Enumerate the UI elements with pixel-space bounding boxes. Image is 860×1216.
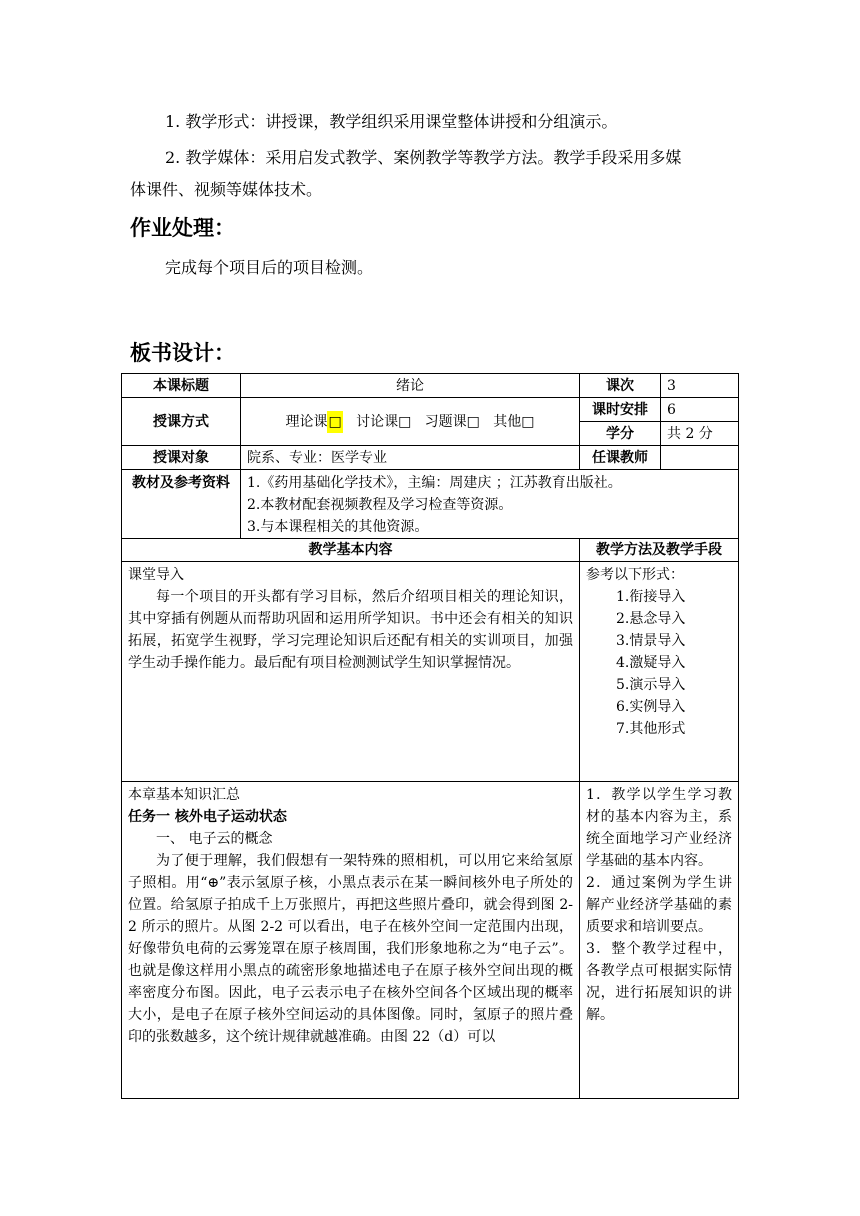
content-header: 教学基本内容 (122, 539, 580, 562)
mode-exercise[interactable]: 习题课□ (424, 413, 480, 430)
teacher-label: 任课教师 (580, 446, 661, 470)
lesson-no-label: 课次 (580, 374, 661, 398)
materials-label: 教材及参考资料 (122, 470, 241, 539)
mode-theory: 理论课 (285, 413, 328, 430)
board-design-heading: 板书设计： (130, 341, 235, 365)
lesson-no-value: 3 (661, 374, 739, 398)
form-item: 4.激疑导入 (616, 655, 686, 671)
body-text: 为了便于理解，我们假想有一架特殊的照相机，可以用它来给氢原子照相。用“⊕”表示氢原子核，小黑点表示在某一瞬间核外电子所处的位置。给氢原子拍成千上万张照片，再把这些照片叠印，就会得到图 2-2 所示的照片。从图 2-2 可以看出，电子在核外空间一定范围内出现，好像带负电荷的云雾笼罩在原子核周围，我们形象地称之为“电子云”。也就是像这样用小黑点的疏密形象地描述电子在原子核外空间出现的概率密度分布图。因此，电子云表示电子在核外空间各个区域出现的概率大小，是电子在原子核外空间运动的具体图像。同时，氢原子的照片叠印的张数越多，这个统计规律就越准确。由图 22（d）可以 (128, 853, 573, 1045)
section-title: 一、 电子云的概念 (156, 831, 273, 847)
intro-methods (580, 562, 739, 782)
topic-value: 绪论 (241, 374, 580, 398)
table-row-mode-hours (122, 398, 739, 422)
method-header: 教学方法及教学手段 (580, 539, 739, 562)
topic-label: 本课标题 (122, 374, 241, 398)
hours-label: 课时安排 (580, 398, 661, 422)
mode-label: 授课方式 (122, 398, 241, 446)
intro-text: 每一个项目的开头都有学习目标，然后介绍项目相关的理论知识，其中穿插有例题从而帮助巩固和运用所学知识。书中还会有相关的知识拓展，拓宽学生视野，学习完理论知识后还配有相关的实训项目，加强学生动手操作能力。最后配有项目检测测试学生知识掌握情况。 (128, 589, 573, 671)
homework-text: 完成每个项目后的项目检测。 (165, 258, 374, 277)
table-row-target (122, 446, 739, 470)
note-item: 1．教学以学生学习教材的基本内容为主，系统全面地学习产业经济学基础的基本内容。 (586, 787, 732, 869)
note-item: 3．整个教学过程中，各教学点可根据实际情况，进行拓展知识的讲解。 (586, 941, 732, 1023)
credit-value: 共 2 分 (661, 422, 739, 446)
teaching-media-item-line1: 2. 教学媒体：采用启发式教学、案例教学等教学方法。教学手段采用多媒 (165, 148, 682, 167)
material-item: 3.与本课程相关的其他资源。 (247, 519, 429, 535)
form-item: 1.衔接导入 (616, 589, 686, 605)
form-item: 6.实例导入 (616, 699, 686, 715)
knowledge-content (122, 782, 580, 1099)
target-label: 授课对象 (122, 446, 241, 470)
task-title: 任务一 核外电子运动状态 (128, 809, 287, 825)
mode-other[interactable]: 其他□ (493, 413, 535, 430)
table-row-intro (122, 562, 739, 782)
homework-heading: 作业处理： (130, 216, 235, 240)
form-item: 7.其他形式 (616, 721, 686, 737)
knowledge-notes (580, 782, 739, 1099)
note-item: 2．通过案例为学生讲解产业经济学基础的素质要求和培训要点。 (586, 875, 732, 935)
material-item: 1.《药用基础化学技术》，主编：周建庆 ；江苏教育出版社。 (247, 475, 622, 491)
table-row-knowledge (122, 782, 739, 1099)
teaching-media-item-line2: 体课件、视频等媒体技术。 (130, 180, 323, 199)
summary-title: 本章基本知识汇总 (128, 787, 240, 803)
teacher-value (661, 446, 739, 470)
credit-label: 学分 (580, 422, 661, 446)
table-row-materials (122, 470, 739, 539)
table-row-topic (122, 374, 739, 398)
teaching-form-item: 1. 教学形式：讲授课，教学组织采用课堂整体讲授和分组演示。 (165, 112, 618, 131)
form-item: 5.演示导入 (616, 677, 686, 693)
mode-discuss[interactable]: 讨论课□ (356, 413, 412, 430)
material-item: 2.本教材配套视频教程及学习检查等资源。 (247, 497, 513, 513)
form-item: 2.悬念导入 (616, 611, 686, 627)
hours-value: 6 (661, 398, 739, 422)
materials-list (241, 470, 739, 539)
forms-title: 参考以下形式： (586, 567, 684, 583)
target-value: 院系、专业：医学专业 (241, 446, 580, 470)
lesson-plan-table (121, 373, 739, 1099)
table-row-section-headers (122, 539, 739, 562)
intro-title: 课堂导入 (128, 567, 184, 583)
mode-theory-checkbox[interactable]: □ (327, 411, 342, 433)
mode-options (241, 398, 580, 446)
form-item: 3.情景导入 (616, 633, 686, 649)
intro-content (122, 562, 580, 782)
